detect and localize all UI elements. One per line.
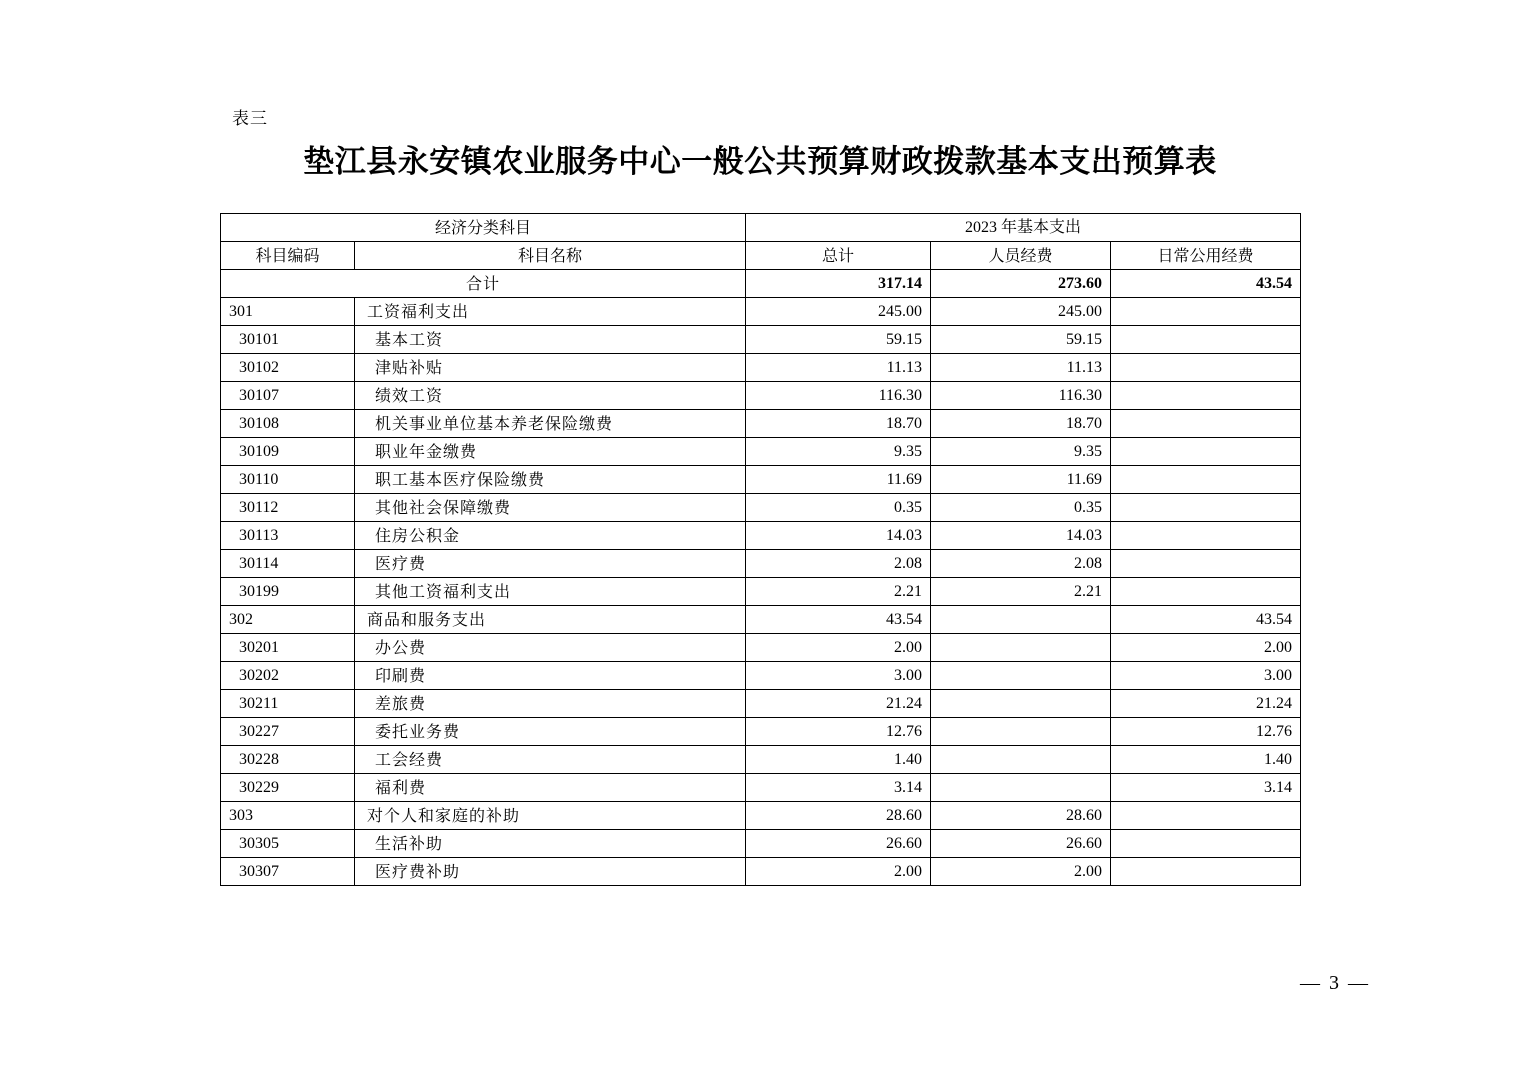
- column-header-personnel: 人员经费: [931, 242, 1111, 270]
- row-public: 12.76: [1111, 718, 1301, 746]
- row-total: 26.60: [746, 830, 931, 858]
- row-code: 30227: [221, 718, 355, 746]
- row-total: 116.30: [746, 382, 931, 410]
- row-total: 1.40: [746, 746, 931, 774]
- row-code: 30307: [221, 858, 355, 886]
- row-code: 30114: [221, 550, 355, 578]
- row-total: 2.00: [746, 634, 931, 662]
- row-name: 办公费: [355, 634, 746, 662]
- page-title: 垫江县永安镇农业服务中心一般公共预算财政拨款基本支出预算表: [303, 144, 1217, 180]
- row-public: [1111, 438, 1301, 466]
- row-public: 1.40: [1111, 746, 1301, 774]
- row-total: 28.60: [746, 802, 931, 830]
- column-header-total: 总计: [746, 242, 931, 270]
- total-cell-personnel: 273.60: [931, 270, 1111, 298]
- table-label: 表三: [232, 109, 268, 129]
- row-code: 30112: [221, 494, 355, 522]
- row-name: 商品和服务支出: [355, 606, 746, 634]
- row-public: 21.24: [1111, 690, 1301, 718]
- row-total: 245.00: [746, 298, 931, 326]
- total-cell-public: 43.54: [1111, 270, 1301, 298]
- row-total: 11.13: [746, 354, 931, 382]
- row-personnel: [931, 746, 1111, 774]
- row-personnel: [931, 662, 1111, 690]
- row-public: [1111, 494, 1301, 522]
- row-personnel: 11.13: [931, 354, 1111, 382]
- column-header-row: [221, 242, 1301, 270]
- column-header-public: 日常公用经费: [1111, 242, 1301, 270]
- table-row: [221, 634, 1301, 662]
- row-public: 43.54: [1111, 606, 1301, 634]
- row-public: [1111, 326, 1301, 354]
- group-header-basic-expenditure: 2023 年基本支出: [746, 214, 1301, 242]
- row-name: 其他社会保障缴费: [355, 494, 746, 522]
- row-name: 委托业务费: [355, 718, 746, 746]
- row-public: 2.00: [1111, 634, 1301, 662]
- page-number: — 3 —: [1300, 972, 1370, 994]
- table-row: [221, 774, 1301, 802]
- table-row: [221, 466, 1301, 494]
- row-code: 30113: [221, 522, 355, 550]
- row-code: 301: [221, 298, 355, 326]
- row-total: 0.35: [746, 494, 931, 522]
- row-public: [1111, 578, 1301, 606]
- row-name: 其他工资福利支出: [355, 578, 746, 606]
- row-public: [1111, 830, 1301, 858]
- row-personnel: [931, 774, 1111, 802]
- row-total: 11.69: [746, 466, 931, 494]
- row-public: [1111, 354, 1301, 382]
- row-name: 职业年金缴费: [355, 438, 746, 466]
- row-code: 30305: [221, 830, 355, 858]
- row-total: 3.00: [746, 662, 931, 690]
- table-row: [221, 578, 1301, 606]
- row-name: 生活补助: [355, 830, 746, 858]
- row-personnel: 245.00: [931, 298, 1111, 326]
- row-public: 3.00: [1111, 662, 1301, 690]
- row-personnel: 28.60: [931, 802, 1111, 830]
- row-name: 医疗费补助: [355, 858, 746, 886]
- row-name: 绩效工资: [355, 382, 746, 410]
- group-header-economic-classification: 经济分类科目: [221, 214, 746, 242]
- row-public: [1111, 466, 1301, 494]
- row-code: 30107: [221, 382, 355, 410]
- row-name: 工会经费: [355, 746, 746, 774]
- row-name: 机关事业单位基本养老保险缴费: [355, 410, 746, 438]
- row-code: 302: [221, 606, 355, 634]
- table-row: [221, 522, 1301, 550]
- row-personnel: 2.08: [931, 550, 1111, 578]
- table-row: [221, 494, 1301, 522]
- table-row: [221, 550, 1301, 578]
- row-personnel: [931, 634, 1111, 662]
- row-name: 工资福利支出: [355, 298, 746, 326]
- row-personnel: 0.35: [931, 494, 1111, 522]
- row-total: 2.08: [746, 550, 931, 578]
- table-row: [221, 858, 1301, 886]
- row-public: [1111, 410, 1301, 438]
- group-header-row: [221, 214, 1301, 242]
- table-row: [221, 830, 1301, 858]
- row-total: 3.14: [746, 774, 931, 802]
- row-total: 21.24: [746, 690, 931, 718]
- row-personnel: 9.35: [931, 438, 1111, 466]
- row-personnel: 2.00: [931, 858, 1111, 886]
- total-label: 合计: [221, 270, 746, 298]
- table-row: [221, 410, 1301, 438]
- table-row: [221, 382, 1301, 410]
- row-total: 43.54: [746, 606, 931, 634]
- row-name: 印刷费: [355, 662, 746, 690]
- total-row: [221, 270, 1301, 298]
- row-personnel: [931, 606, 1111, 634]
- table-row: [221, 662, 1301, 690]
- column-header-code: 科目编码: [221, 242, 355, 270]
- row-code: 30202: [221, 662, 355, 690]
- row-name: 医疗费: [355, 550, 746, 578]
- row-code: 30109: [221, 438, 355, 466]
- row-code: 30101: [221, 326, 355, 354]
- row-name: 对个人和家庭的补助: [355, 802, 746, 830]
- table-row: [221, 718, 1301, 746]
- row-name: 职工基本医疗保险缴费: [355, 466, 746, 494]
- table-row: [221, 298, 1301, 326]
- row-public: [1111, 550, 1301, 578]
- row-public: [1111, 298, 1301, 326]
- row-code: 30211: [221, 690, 355, 718]
- row-total: 2.21: [746, 578, 931, 606]
- row-code: 30102: [221, 354, 355, 382]
- table-row: [221, 746, 1301, 774]
- row-name: 差旅费: [355, 690, 746, 718]
- row-public: [1111, 858, 1301, 886]
- row-total: 12.76: [746, 718, 931, 746]
- table-row: [221, 326, 1301, 354]
- row-total: 14.03: [746, 522, 931, 550]
- row-code: 30228: [221, 746, 355, 774]
- row-code: 30110: [221, 466, 355, 494]
- row-personnel: 26.60: [931, 830, 1111, 858]
- table-row: [221, 690, 1301, 718]
- row-personnel: 59.15: [931, 326, 1111, 354]
- row-total: 9.35: [746, 438, 931, 466]
- table-row: [221, 354, 1301, 382]
- budget-table: [220, 213, 1301, 886]
- column-header-name: 科目名称: [355, 242, 746, 270]
- row-personnel: 2.21: [931, 578, 1111, 606]
- row-name: 基本工资: [355, 326, 746, 354]
- row-personnel: 14.03: [931, 522, 1111, 550]
- table-row: [221, 606, 1301, 634]
- row-personnel: 18.70: [931, 410, 1111, 438]
- row-code: 30229: [221, 774, 355, 802]
- row-public: 3.14: [1111, 774, 1301, 802]
- row-code: 30199: [221, 578, 355, 606]
- row-code: 30108: [221, 410, 355, 438]
- table-row: [221, 438, 1301, 466]
- row-code: 30201: [221, 634, 355, 662]
- table-row: [221, 802, 1301, 830]
- row-public: [1111, 522, 1301, 550]
- row-name: 住房公积金: [355, 522, 746, 550]
- total-cell-total: 317.14: [746, 270, 931, 298]
- row-total: 2.00: [746, 858, 931, 886]
- row-code: 303: [221, 802, 355, 830]
- row-personnel: 11.69: [931, 466, 1111, 494]
- row-total: 59.15: [746, 326, 931, 354]
- row-personnel: 116.30: [931, 382, 1111, 410]
- row-personnel: [931, 718, 1111, 746]
- row-name: 福利费: [355, 774, 746, 802]
- row-name: 津贴补贴: [355, 354, 746, 382]
- row-total: 18.70: [746, 410, 931, 438]
- row-personnel: [931, 690, 1111, 718]
- row-public: [1111, 802, 1301, 830]
- row-public: [1111, 382, 1301, 410]
